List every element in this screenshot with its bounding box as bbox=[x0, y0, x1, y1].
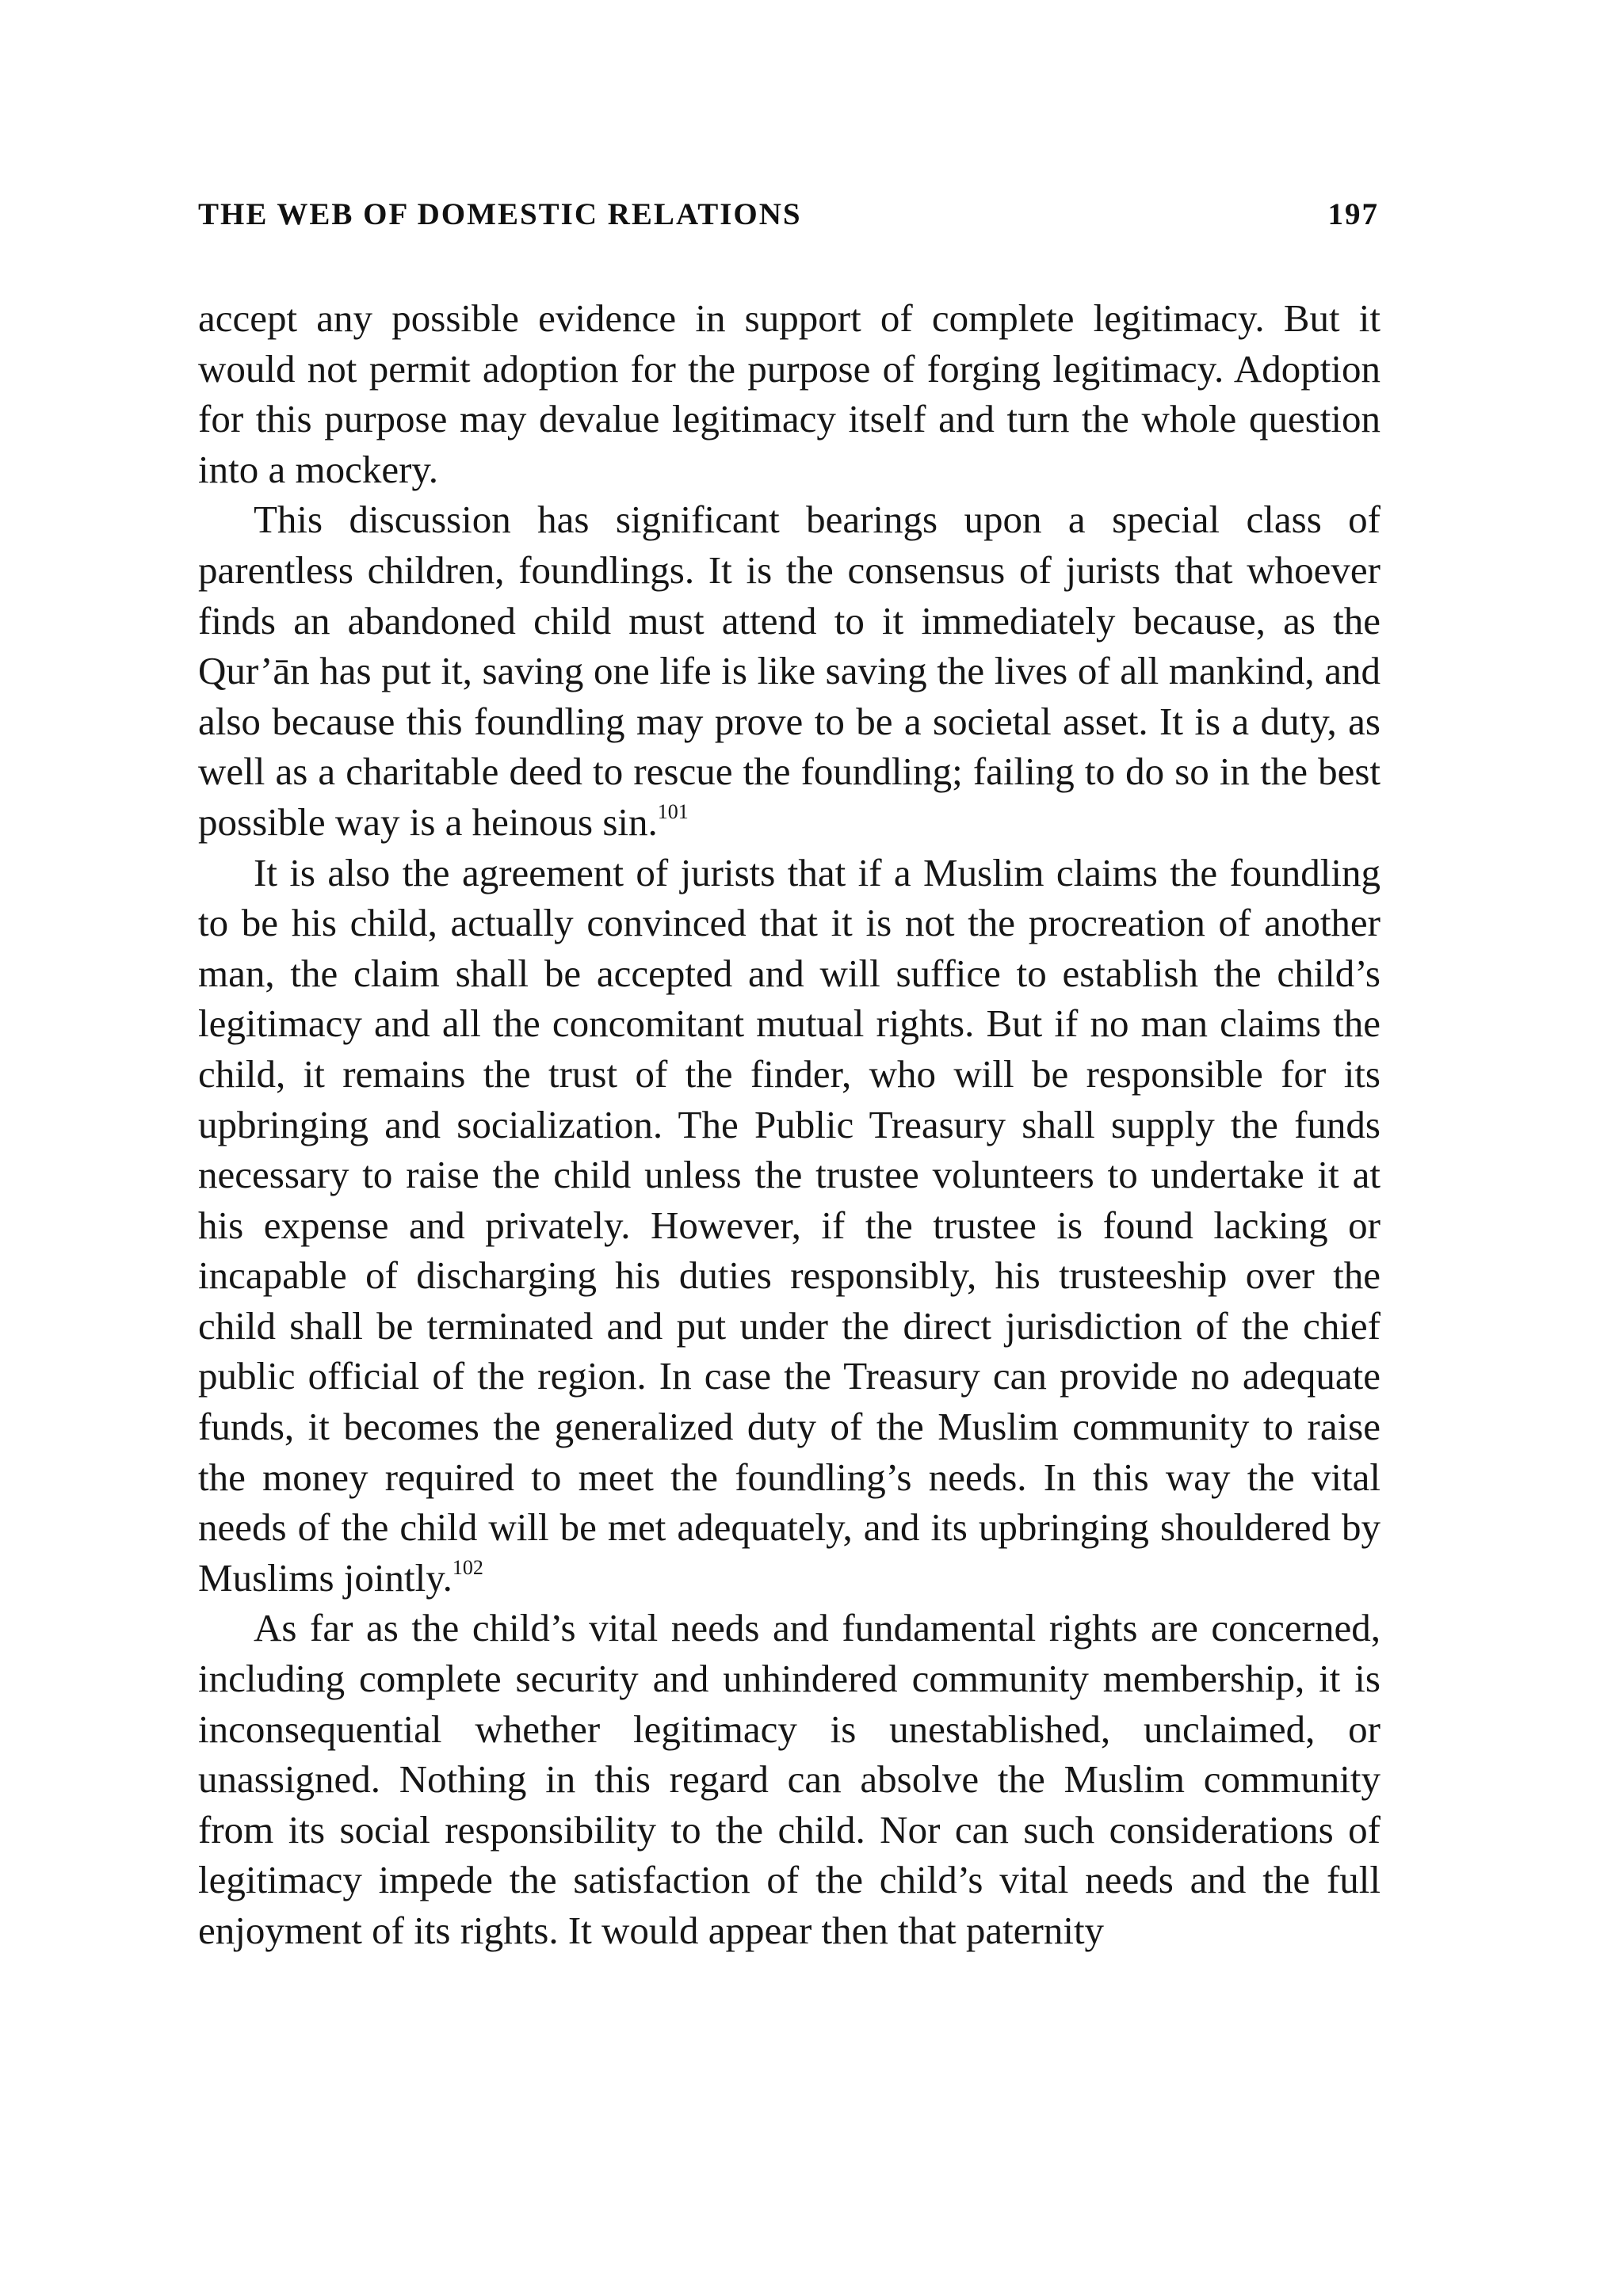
paragraph-text: It is also the agreement of jurists that if a Muslim claims the foundling to be his child, actually convinced that it is not the procreation of another man, the claim shall be accepted and will suffice to establish the child’s legitimacy and all the concomitant mutual rights. But if no man claims the child, it remains the trust of the finder, who will be responsible for its upbringing and socialization. The Public Treasury shall supply the funds necessary to raise the child unless the trustee volunteers to undertake it at his expense and privately. However, if the trustee is found lacking or incapable of discharging his duties responsibly, his trusteeship over the child shall be terminated and put under the direct jurisdiction of the chief public official of the region. In case the Treasury can provide no adequate funds, it becomes the generalized duty of the Muslim community to raise the money required to meet the foundling’s needs. In this way the vital needs of the child will be met adequately, and its upbringing shouldered by Muslims jointly. bbox=[198, 850, 1381, 1600]
paragraph bbox=[198, 494, 1381, 847]
footnote-marker: 102 bbox=[452, 1555, 483, 1579]
body-text bbox=[198, 293, 1381, 1956]
footnote-marker: 101 bbox=[657, 799, 689, 823]
paragraph-text: This discussion has significant bearings upon a special class of parentless children, foundlings. It is the consensus of jurists that whoever finds an abandoned child must attend to it immediately because, as the Qur’ān has put it, saving one life is like saving the lives of all mankind, and also because this foundling may prove to be a societal asset. It is a duty, as well as a charitable deed to rescue the foundling; failing to do so in the best possible way is a heinous sin. bbox=[198, 498, 1381, 844]
running-title: THE WEB OF DOMESTIC RELATIONS bbox=[198, 197, 802, 231]
paragraph-text: accept any possible evidence in support of complete legitimacy. But it would not permit adoption for the purpose of forging legitimacy. Adoption for this purpose may devalue legitimacy itself and turn the whole question into a mockery. bbox=[198, 296, 1381, 491]
paragraph bbox=[198, 848, 1381, 1604]
paragraph bbox=[198, 293, 1381, 494]
page-number: 197 bbox=[1327, 197, 1379, 231]
paragraph-text: As far as the child’s vital needs and fundamental rights are concerned, including complete security and unhindered community membership, it is inconsequential whether legitimacy is unestablished, unclaimed, or unassigned. Nothing in this regard can absolve the Muslim community from its social responsibility to the child. Nor can such considerations of legitimacy impede the satisfaction of the child’s vital needs and the full enjoyment of its rights. It would appear then that paternity bbox=[198, 1606, 1381, 1952]
running-head bbox=[198, 196, 1379, 236]
paragraph bbox=[198, 1603, 1381, 1955]
